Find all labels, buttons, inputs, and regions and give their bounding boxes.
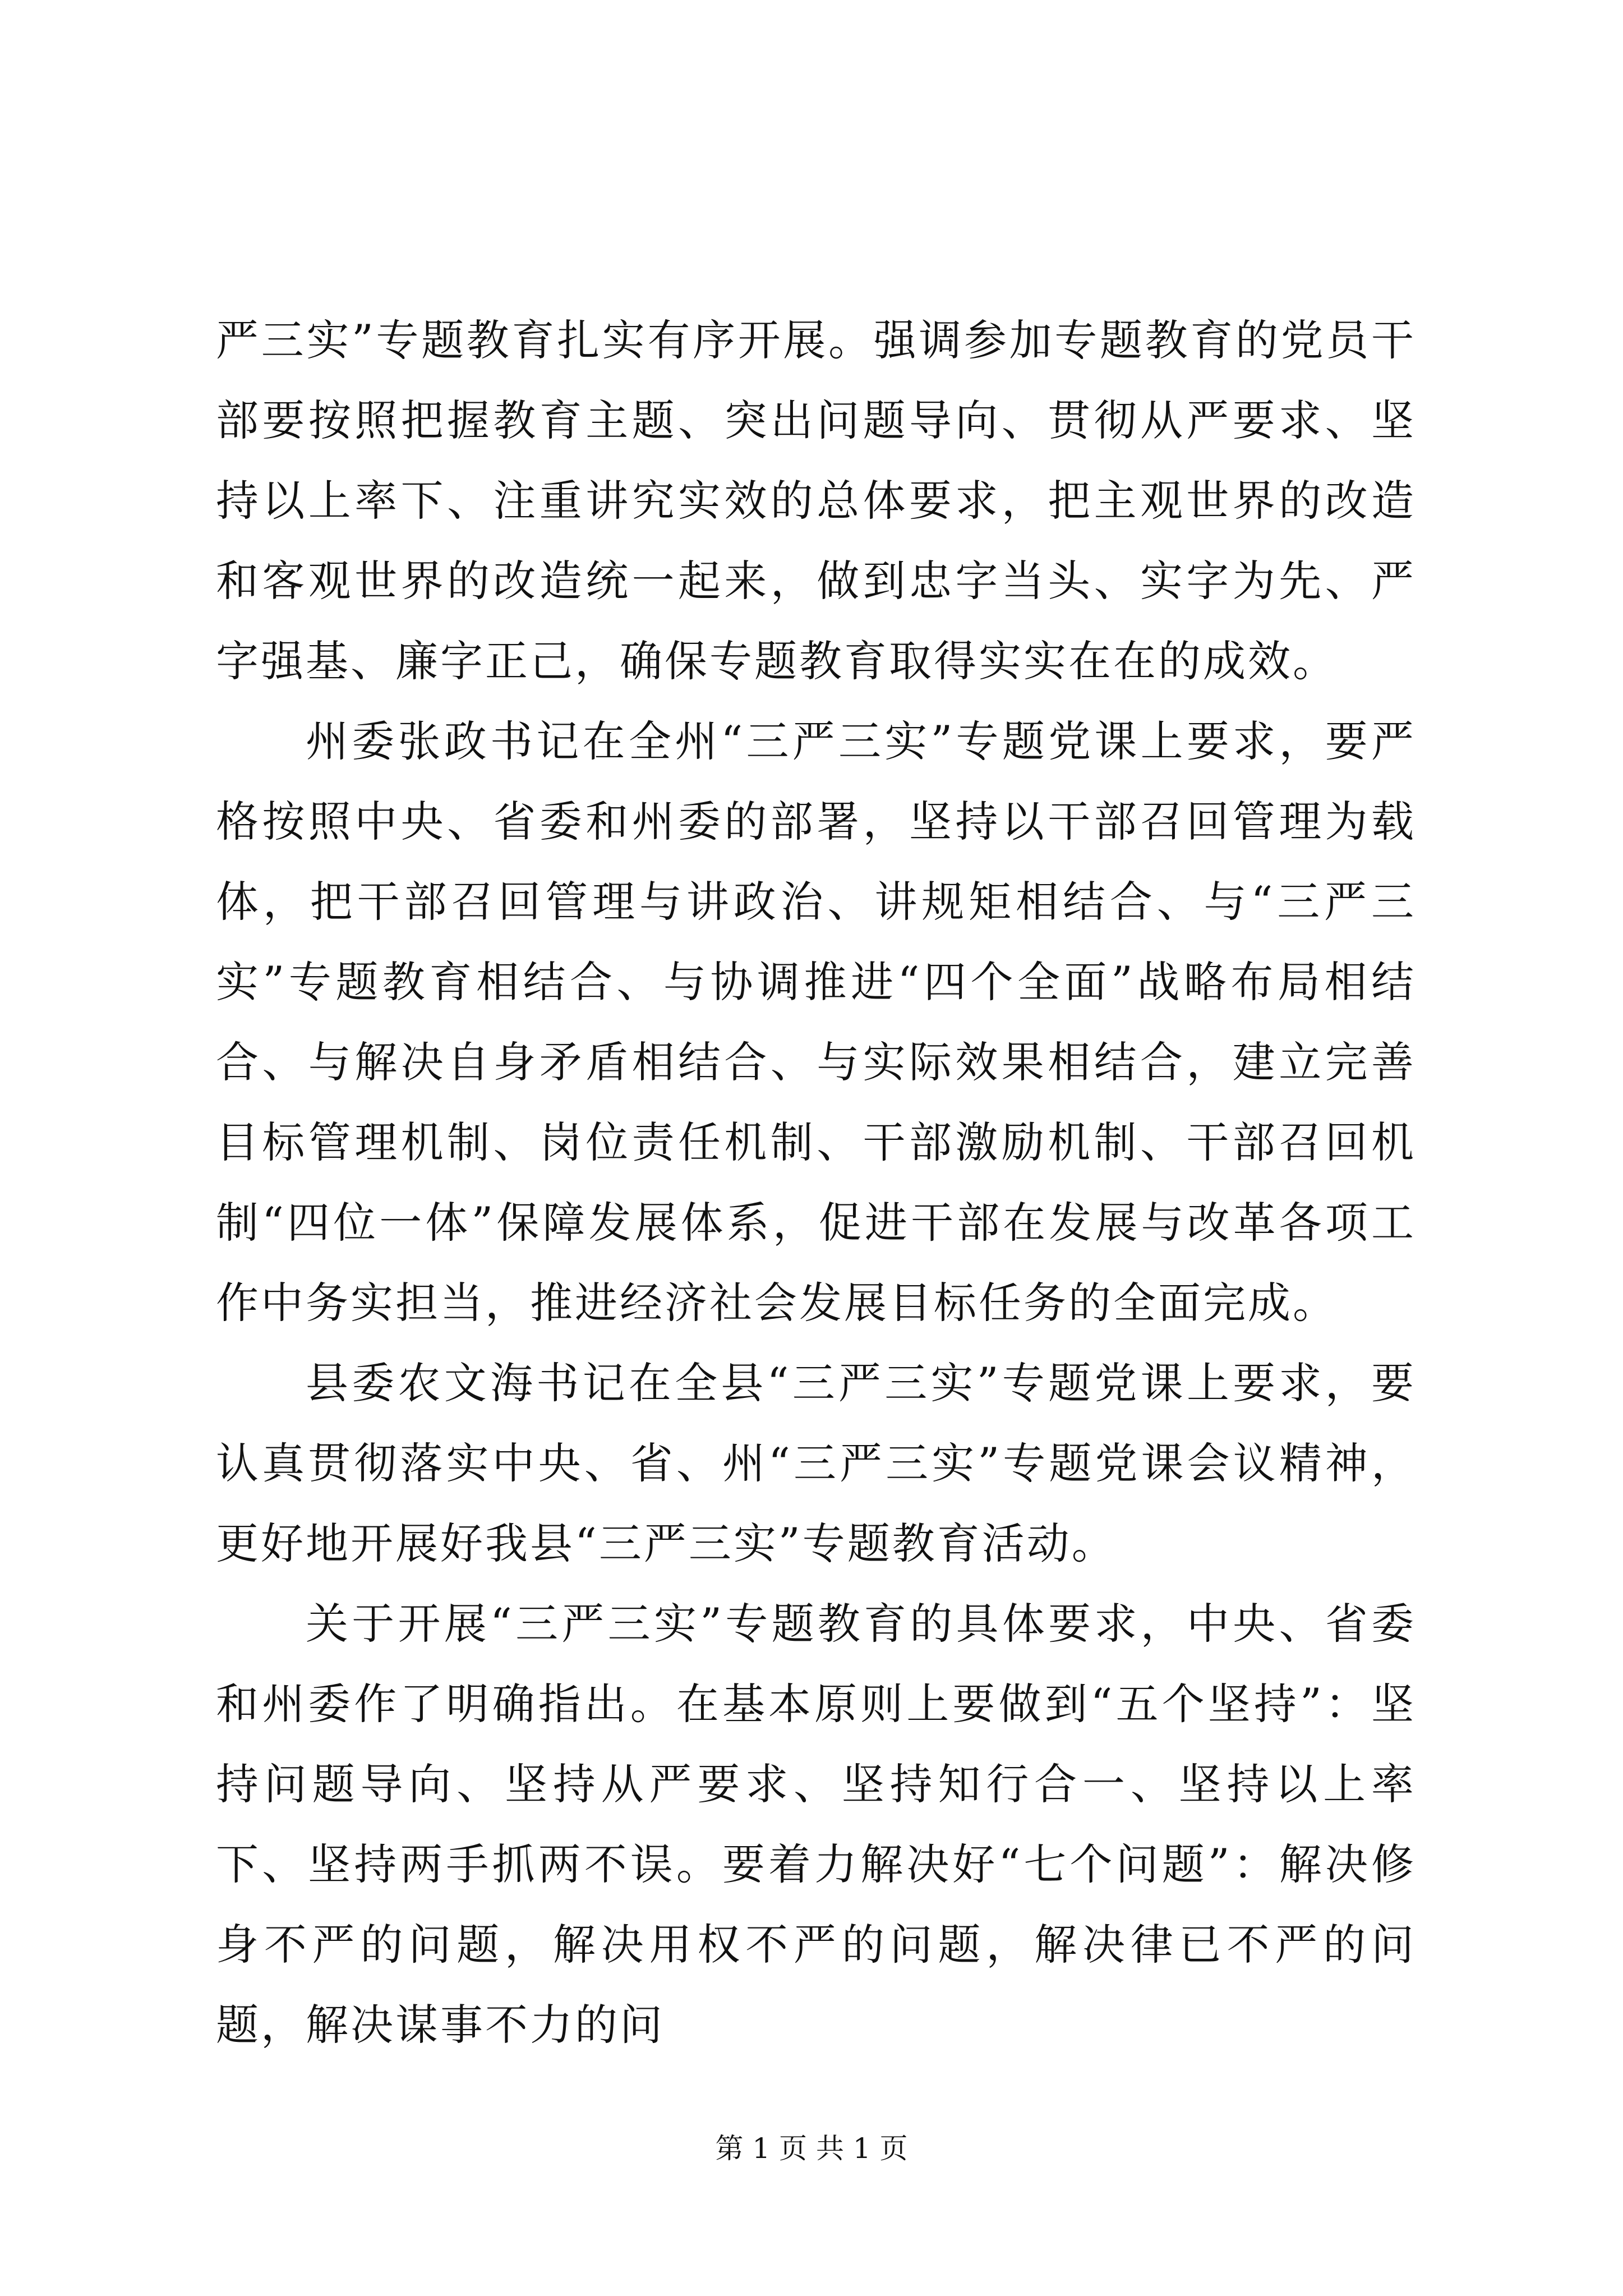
paragraph-1: 严三实”专题教育扎实有序开展。强调参加专题教育的党员干部要按照把握教育主题、突出问题导向、贯彻从严要求、坚持以上率下、注重讲究实效的总体要求，把主观世界的改造和客观世界的改造统一起来，做到忠字当头、实字为先、严字强基、廉字正己，确保专题教育取得实实在在的成效。 bbox=[216, 315, 1416, 686]
paragraph-4: 关于开展“三严三实”专题教育的具体要求，中央、省委和州委作了明确指出。在基本原则上要做到“五个坚持”：坚持问题导向、坚持从严要求、坚持知行合一、坚持以上率下、坚持两手抓两不误。要着力解决好“七个问题”：解决修身不严的问题，解决用权不严的问题，解决律已不严的问题，解决谋事不力的问 bbox=[216, 1599, 1416, 2050]
document-body bbox=[216, 300, 1416, 2065]
page-footer: 第 1 页 共 1 页 bbox=[715, 2132, 908, 2165]
paragraph-3: 县委农文海书记在全县“三严三实”专题党课上要求，要认真贯彻落实中央、省、州“三严三实”专题党课会议精神，更好地开展好我县“三严三实”专题教育活动。 bbox=[216, 1358, 1416, 1568]
paragraph-2: 州委张政书记在全州“三严三实”专题党课上要求，要严格按照中央、省委和州委的部署，坚持以干部召回管理为载体，把干部召回管理与讲政治、讲规矩相结合、与“三严三实”专题教育相结合、与协调推进“四个全面”战略布局相结合、与解决自身矛盾相结合、与实际效果相结合，建立完善目标管理机制、岗位责任机制、干部激励机制、干部召回机制“四位一体”保障发展体系，促进干部在发展与改革各项工作中务实担当，推进经济社会发展目标任务的全面完成。 bbox=[216, 716, 1416, 1328]
